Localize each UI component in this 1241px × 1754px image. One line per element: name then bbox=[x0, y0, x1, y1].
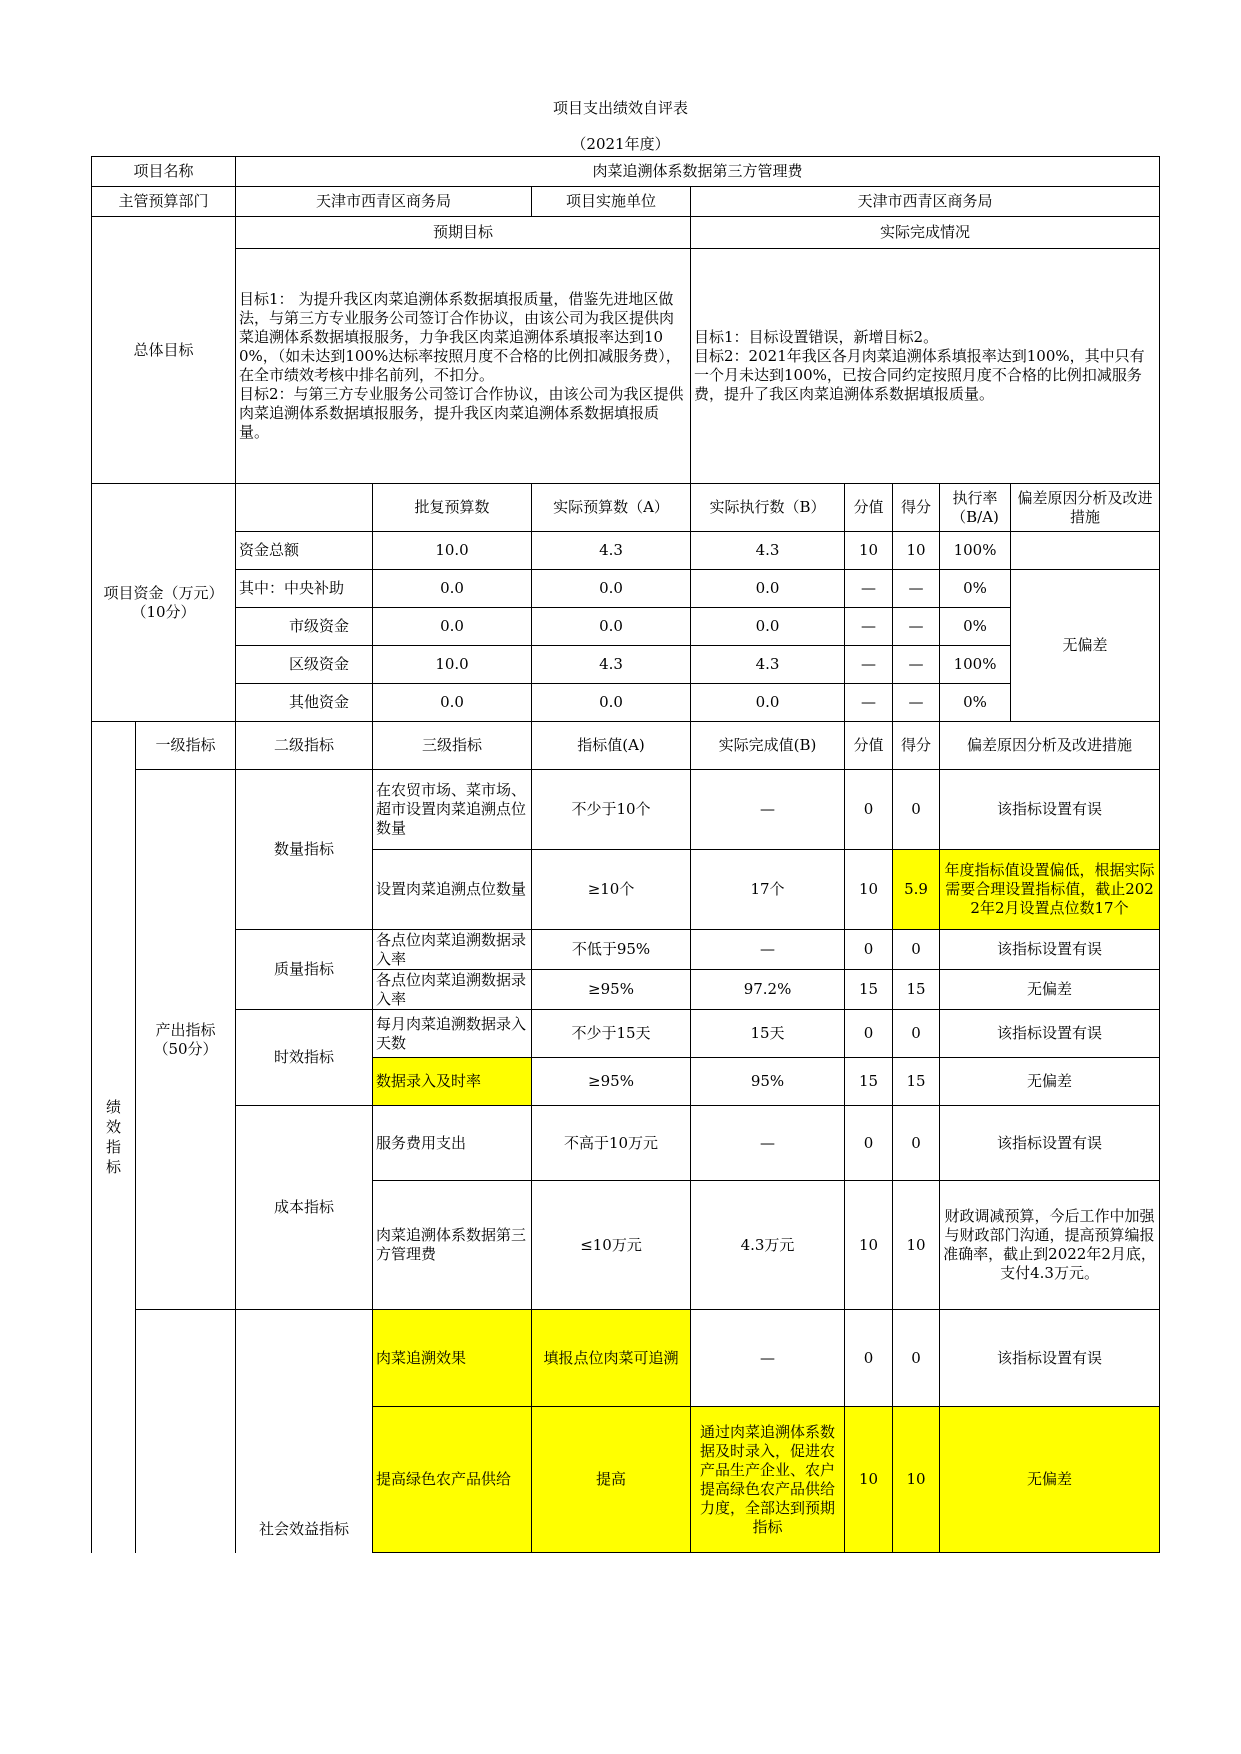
output-label-text: 产出指标（50分） bbox=[153, 1020, 218, 1058]
performance-table bbox=[91, 156, 1160, 1553]
funds-row-score: 10 bbox=[893, 532, 940, 570]
funds-row-name: 其中：中央补助 bbox=[236, 570, 373, 608]
perf-label bbox=[92, 722, 136, 1553]
perf-header-deviation: 偏差原因分析及改进措施 bbox=[940, 722, 1160, 770]
funds-row-rate: 0% bbox=[940, 570, 1011, 608]
indicator-l3: 肉菜追溯效果 bbox=[373, 1310, 532, 1407]
indicator-score: 0 bbox=[893, 930, 940, 970]
perf-header-actual: 实际完成值(B) bbox=[691, 722, 845, 770]
indicator-l3: 设置肉菜追溯点位数量 bbox=[373, 850, 532, 930]
indicator-l3: 肉菜追溯体系数据第三方管理费 bbox=[373, 1181, 532, 1310]
indicator-score: 10 bbox=[893, 1407, 940, 1553]
indicator-target: 不少于15天 bbox=[532, 1010, 691, 1058]
indicator-value: 15 bbox=[845, 970, 893, 1010]
indicator-score: 0 bbox=[893, 1106, 940, 1181]
funds-row-actual: 0.0 bbox=[532, 684, 691, 722]
funds-row-rate: 100% bbox=[940, 646, 1011, 684]
indicator-target: 填报点位肉菜可追溯 bbox=[532, 1310, 691, 1407]
funds-header-score-value: 分值 bbox=[845, 484, 893, 532]
indicator-actual: — bbox=[691, 1106, 845, 1181]
indicator-target: 不高于10万元 bbox=[532, 1106, 691, 1181]
funds-header-executed: 实际执行数（B） bbox=[691, 484, 845, 532]
indicator-value: 0 bbox=[845, 930, 893, 970]
funds-row-value: — bbox=[845, 646, 893, 684]
dept-label: 主管预算部门 bbox=[92, 187, 236, 217]
goals-label: 总体目标 bbox=[92, 217, 236, 484]
quantity-label: 数量指标 bbox=[236, 770, 373, 930]
document-year: （2021年度） bbox=[571, 135, 670, 153]
indicator-deviation: 该指标设置有误 bbox=[940, 930, 1160, 970]
indicator-actual: 通过肉菜追溯体系数据及时录入，促进农产品生产企业、农户提高绿色农产品供给力度，全部达到预期指标 bbox=[691, 1407, 845, 1553]
indicator-score: 15 bbox=[893, 970, 940, 1010]
indicator-actual: 4.3万元 bbox=[691, 1181, 845, 1310]
indicator-actual: 17个 bbox=[691, 850, 845, 930]
funds-row-score: — bbox=[893, 684, 940, 722]
indicator-value: 15 bbox=[845, 1058, 893, 1106]
indicator-l3: 数据录入及时率 bbox=[373, 1058, 532, 1106]
indicator-score: 10 bbox=[893, 1181, 940, 1310]
indicator-deviation: 该指标设置有误 bbox=[940, 1310, 1160, 1407]
indicator-l3: 各点位肉菜追溯数据录入率 bbox=[373, 970, 532, 1010]
funds-row-executed: 0.0 bbox=[691, 570, 845, 608]
project-name-label: 项目名称 bbox=[92, 157, 236, 187]
perf-header-score: 得分 bbox=[893, 722, 940, 770]
funds-label-text: 项目资金（万元）（10分） bbox=[103, 583, 224, 621]
indicator-target: ≥95% bbox=[532, 970, 691, 1010]
benefit-l1-blank bbox=[136, 1310, 236, 1553]
indicator-actual: 95% bbox=[691, 1058, 845, 1106]
timeliness-label: 时效指标 bbox=[236, 1010, 373, 1106]
indicator-deviation: 该指标设置有误 bbox=[940, 1010, 1160, 1058]
indicator-deviation: 无偏差 bbox=[940, 1058, 1160, 1106]
perf-header-l1: 一级指标 bbox=[136, 722, 236, 770]
funds-row-approved: 0.0 bbox=[373, 570, 532, 608]
indicator-l3: 在农贸市场、菜市场、超市设置肉菜追溯点位数量 bbox=[373, 770, 532, 850]
indicator-actual: 15天 bbox=[691, 1010, 845, 1058]
indicator-value: 10 bbox=[845, 1181, 893, 1310]
funds-row-actual: 0.0 bbox=[532, 570, 691, 608]
funds-row-score: — bbox=[893, 570, 940, 608]
funds-row-rate: 0% bbox=[940, 608, 1011, 646]
funds-deviation: 无偏差 bbox=[1011, 570, 1160, 722]
funds-header-score: 得分 bbox=[893, 484, 940, 532]
funds-row-value: — bbox=[845, 608, 893, 646]
expected-goals: 目标1： 为提升我区肉菜追溯体系数据填报质量，借鉴先进地区做法，与第三方专业服务公司签订合作协议，由该公司为我区提供肉菜追溯体系数据填报服务，力争我区肉菜追溯体系填报率达到100%，（如未达到100%达标率按照月度不合格的比例扣减服务费），在全市绩效考核中排名前列，不扣分。 目标2：与第三方专业服务公司签订合作协议，由该公司为我区提供肉菜追溯体系数据填报服务，提升我区肉菜追溯体系数据填报质量。 bbox=[236, 249, 691, 484]
funds-row-rate: 0% bbox=[940, 684, 1011, 722]
indicator-target: ≥10个 bbox=[532, 850, 691, 930]
social-label: 社会效益指标 bbox=[236, 1310, 373, 1553]
funds-header-rate: 执行率（B/A) bbox=[940, 484, 1011, 532]
indicator-score: 0 bbox=[893, 770, 940, 850]
perf-header-l2: 二级指标 bbox=[236, 722, 373, 770]
indicator-score: 15 bbox=[893, 1058, 940, 1106]
indicator-target: 不低于95% bbox=[532, 930, 691, 970]
funds-row-name: 其他资金 bbox=[236, 684, 373, 722]
indicator-l3: 各点位肉菜追溯数据录入率 bbox=[373, 930, 532, 970]
funds-header-blank bbox=[236, 484, 373, 532]
funds-row-value: — bbox=[845, 570, 893, 608]
funds-row-approved: 10.0 bbox=[373, 646, 532, 684]
indicator-actual: — bbox=[691, 770, 845, 850]
funds-row-executed: 4.3 bbox=[691, 532, 845, 570]
indicator-deviation: 年度指标值设置偏低，根据实际需要合理设置指标值，截止2022年2月设置点位数17个 bbox=[940, 850, 1160, 930]
indicator-deviation: 无偏差 bbox=[940, 970, 1160, 1010]
expected-goals-header: 预期目标 bbox=[236, 217, 691, 249]
indicator-value: 0 bbox=[845, 1310, 893, 1407]
indicator-score: 0 bbox=[893, 1310, 940, 1407]
indicator-value: 10 bbox=[845, 850, 893, 930]
actual-goals: 目标1：目标设置错误，新增目标2。 目标2：2021年我区各月肉菜追溯体系填报率达到100%，其中只有一个月未达到100%，已按合同约定按照月度不合格的比例扣减服务费，提升了我区肉菜追溯体系数据填报质量。 bbox=[691, 249, 1160, 484]
indicator-value: 10 bbox=[845, 1407, 893, 1553]
dept-value: 天津市西青区商务局 bbox=[236, 187, 532, 217]
quality-label: 质量指标 bbox=[236, 930, 373, 1010]
indicator-deviation: 财政调减预算，今后工作中加强与财政部门沟通，提高预算编报准确率，截止到2022年2月底，支付4.3万元。 bbox=[940, 1181, 1160, 1310]
indicator-target: ≥95% bbox=[532, 1058, 691, 1106]
indicator-target: ≤10万元 bbox=[532, 1181, 691, 1310]
funds-row-actual: 4.3 bbox=[532, 646, 691, 684]
output-label bbox=[136, 770, 236, 1310]
funds-row-deviation-blank bbox=[1011, 532, 1160, 570]
actual-goals-header: 实际完成情况 bbox=[691, 217, 1160, 249]
funds-label bbox=[92, 484, 236, 722]
perf-header-target: 指标值(A) bbox=[532, 722, 691, 770]
indicator-deviation: 该指标设置有误 bbox=[940, 770, 1160, 850]
funds-row-approved: 10.0 bbox=[373, 532, 532, 570]
funds-row-name: 资金总额 bbox=[236, 532, 373, 570]
funds-header-approved: 批复预算数 bbox=[373, 484, 532, 532]
perf-label-text: 绩效指标 bbox=[105, 1098, 121, 1177]
indicator-target: 不少于10个 bbox=[532, 770, 691, 850]
unit-label: 项目实施单位 bbox=[532, 187, 691, 217]
funds-row-score: — bbox=[893, 608, 940, 646]
perf-header-l3: 三级指标 bbox=[373, 722, 532, 770]
funds-row-approved: 0.0 bbox=[373, 608, 532, 646]
indicator-deviation: 该指标设置有误 bbox=[940, 1106, 1160, 1181]
indicator-actual: — bbox=[691, 930, 845, 970]
funds-row-executed: 4.3 bbox=[691, 646, 845, 684]
indicator-actual: — bbox=[691, 1310, 845, 1407]
indicator-score: 0 bbox=[893, 1010, 940, 1058]
funds-row-approved: 0.0 bbox=[373, 684, 532, 722]
funds-row-name: 区级资金 bbox=[236, 646, 373, 684]
cost-label: 成本指标 bbox=[236, 1106, 373, 1310]
funds-row-executed: 0.0 bbox=[691, 684, 845, 722]
funds-row-name: 市级资金 bbox=[236, 608, 373, 646]
indicator-l3: 服务费用支出 bbox=[373, 1106, 532, 1181]
indicator-l3: 提高绿色农产品供给 bbox=[373, 1407, 532, 1553]
funds-row-actual: 0.0 bbox=[532, 608, 691, 646]
indicator-value: 0 bbox=[845, 770, 893, 850]
funds-row-rate: 100% bbox=[940, 532, 1011, 570]
indicator-value: 0 bbox=[845, 1010, 893, 1058]
indicator-deviation: 无偏差 bbox=[940, 1407, 1160, 1553]
document-title: 项目支出绩效自评表 bbox=[552, 99, 688, 117]
indicator-value: 0 bbox=[845, 1106, 893, 1181]
funds-row-value: 10 bbox=[845, 532, 893, 570]
indicator-target: 提高 bbox=[532, 1407, 691, 1553]
funds-row-value: — bbox=[845, 684, 893, 722]
funds-row-actual: 4.3 bbox=[532, 532, 691, 570]
funds-header-actual-budget: 实际预算数（A） bbox=[532, 484, 691, 532]
funds-header-deviation: 偏差原因分析及改进措施 bbox=[1011, 484, 1160, 532]
perf-header-value: 分值 bbox=[845, 722, 893, 770]
indicator-score: 5.9 bbox=[893, 850, 940, 930]
unit-value: 天津市西青区商务局 bbox=[691, 187, 1160, 217]
project-name: 肉菜追溯体系数据第三方管理费 bbox=[236, 157, 1160, 187]
funds-row-score: — bbox=[893, 646, 940, 684]
indicator-l3: 每月肉菜追溯数据录入天数 bbox=[373, 1010, 532, 1058]
indicator-actual: 97.2% bbox=[691, 970, 845, 1010]
funds-row-executed: 0.0 bbox=[691, 608, 845, 646]
